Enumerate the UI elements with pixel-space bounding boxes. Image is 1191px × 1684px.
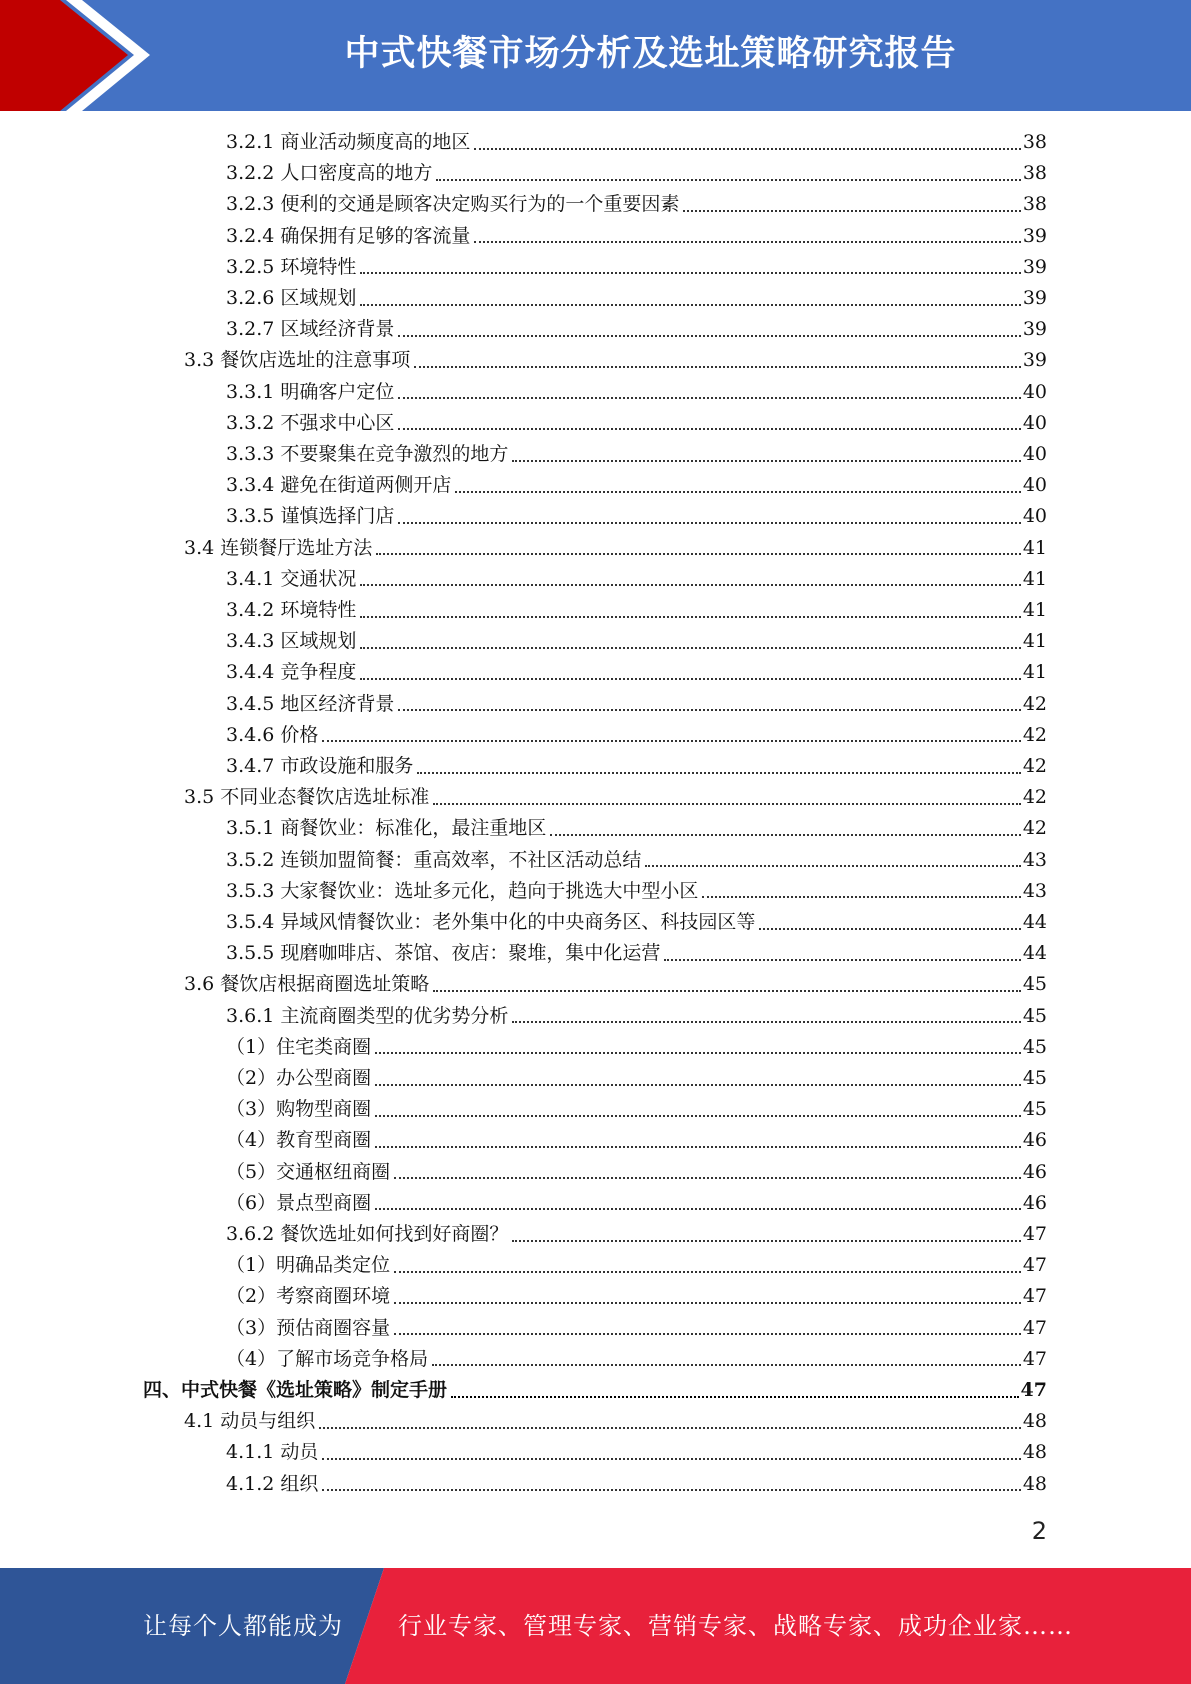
toc-entry-page: 38 <box>1022 131 1047 153</box>
toc-entry-page: 43 <box>1022 879 1047 902</box>
toc-dot-leader <box>759 928 1020 930</box>
toc-dot-leader <box>394 1302 1021 1304</box>
toc-entry-title: 3.5.3 大家餐饮业：选址多元化，趋向于挑选大中型小区 <box>226 879 699 902</box>
toc-entry-page: 41 <box>1022 661 1047 684</box>
toc-entry-page: 47 <box>1022 1254 1047 1277</box>
toc-entry[interactable] <box>226 1250 1047 1281</box>
toc-entry-page: 40 <box>1022 505 1047 528</box>
toc-entry-title: （2）考察商圈环境 <box>226 1285 391 1308</box>
toc-dot-leader <box>360 584 1020 586</box>
toc-entry-title: （6）景点型商圈 <box>226 1191 372 1214</box>
toc-dot-leader <box>512 1240 1020 1242</box>
toc-entry[interactable] <box>226 1125 1047 1156</box>
toc-entry-title: 3.3 餐饮店选址的注意事项 <box>184 349 411 372</box>
toc-entry[interactable] <box>226 845 1047 876</box>
toc-entry-title: （5）交通枢纽商圈 <box>226 1160 391 1183</box>
toc-entry-title: （4）了解市场竞争格局 <box>226 1347 429 1370</box>
toc-entry-page: 38 <box>1022 193 1047 216</box>
toc-entry-page: 41 <box>1022 599 1047 621</box>
toc-entry-page: 45 <box>1022 1004 1047 1027</box>
toc-entry-page: 47 <box>1020 1379 1047 1401</box>
toc-entry-page: 40 <box>1022 443 1047 465</box>
toc-entry-title: 3.5 不同业态餐饮店选址标准 <box>184 786 430 809</box>
toc-dot-leader <box>474 148 1020 150</box>
toc-entry[interactable] <box>226 595 1047 626</box>
toc-entry-page: 45 <box>1022 1098 1047 1121</box>
toc-entry-page: 42 <box>1022 786 1047 809</box>
toc-entry[interactable] <box>226 907 1047 938</box>
toc-entry[interactable] <box>226 689 1047 720</box>
toc-entry[interactable] <box>226 408 1047 439</box>
toc-entry[interactable] <box>226 314 1047 345</box>
toc-entry-page: 42 <box>1022 817 1047 840</box>
toc-entry-title: 3.3.3 不要聚集在竞争激烈的地方 <box>226 443 509 465</box>
toc-entry-title: 3.4 连锁餐厅选址方法 <box>184 536 373 559</box>
toc-dot-leader <box>455 491 1020 493</box>
toc-dot-leader <box>322 740 1020 742</box>
toc-entry-title: 3.3.5 谨慎选择门店 <box>226 505 395 528</box>
toc-entry[interactable] <box>226 470 1047 501</box>
toc-entry-page: 45 <box>1022 1035 1047 1058</box>
toc-entry[interactable] <box>226 1313 1047 1344</box>
toc-dot-leader <box>398 522 1020 524</box>
toc-dot-leader <box>360 647 1020 649</box>
toc-entry[interactable] <box>184 345 1047 376</box>
toc-dot-leader <box>436 179 1020 181</box>
toc-entry-title: 3.4.5 地区经济背景 <box>226 692 395 715</box>
toc-entry[interactable] <box>226 1219 1047 1250</box>
toc-dot-leader <box>375 1115 1021 1117</box>
header-red-arrow <box>0 0 128 111</box>
toc-dot-leader <box>433 803 1021 805</box>
toc-dot-leader <box>432 1364 1021 1366</box>
toc-dot-leader <box>398 397 1020 399</box>
toc-entry[interactable] <box>226 1281 1047 1312</box>
toc-entry-page: 46 <box>1022 1191 1047 1214</box>
toc-entry[interactable] <box>226 189 1047 220</box>
toc-entry-title: （3）购物型商圈 <box>226 1098 372 1121</box>
toc-entry-page: 48 <box>1022 1472 1047 1495</box>
toc-entry-title: 3.6.1 主流商圈类型的优劣势分析 <box>226 1004 509 1027</box>
toc-entry[interactable] <box>143 1375 1047 1406</box>
toc-entry-title: 3.3.1 明确客户定位 <box>226 380 395 403</box>
toc-entry[interactable] <box>226 127 1047 158</box>
toc-entry-page: 47 <box>1022 1223 1047 1245</box>
toc-dot-leader <box>322 1489 1020 1491</box>
toc-dot-leader <box>322 1458 1020 1460</box>
toc-entry-title: 3.2.3 便利的交通是顾客决定购买行为的一个重要因素 <box>226 193 680 216</box>
toc-dot-leader <box>550 834 1020 836</box>
toc-dot-leader <box>394 1177 1021 1179</box>
toc-entry[interactable] <box>226 501 1047 532</box>
toc-entry[interactable] <box>226 876 1047 907</box>
page-number: 2 <box>1031 1517 1047 1545</box>
toc-dot-leader <box>360 304 1020 306</box>
toc-entry[interactable] <box>226 1188 1047 1219</box>
toc-entry-title: 3.2.6 区域规划 <box>226 287 357 309</box>
toc-entry-page: 40 <box>1022 411 1047 434</box>
toc-dot-leader <box>394 1333 1021 1335</box>
toc-entry[interactable] <box>226 657 1047 688</box>
toc-entry-title: 3.2.5 环境特性 <box>226 255 357 278</box>
toc-entry-title: 3.2.2 人口密度高的地方 <box>226 162 433 185</box>
toc-dot-leader <box>398 335 1020 337</box>
toc-entry-page: 46 <box>1022 1129 1047 1152</box>
toc-entry-page: 39 <box>1022 349 1047 372</box>
footer-slogan-right: 行业专家、管理专家、营销专家、战略专家、成功企业家…… <box>398 1612 1073 1640</box>
toc-entry-page: 47 <box>1022 1347 1047 1370</box>
toc-entry-page: 41 <box>1022 567 1047 590</box>
toc-entry[interactable] <box>226 751 1047 782</box>
toc-entry-title: 四、中式快餐《选址策略》制定手册 <box>143 1379 448 1401</box>
toc-entry[interactable] <box>226 938 1047 969</box>
toc-entry-title: 4.1.2 组织 <box>226 1472 319 1495</box>
footer-slogan-left: 让每个人都能成为 <box>143 1612 343 1640</box>
toc-entry-page: 45 <box>1022 973 1047 996</box>
toc-entry-page: 45 <box>1022 1067 1047 1089</box>
toc-entry-page: 47 <box>1022 1285 1047 1308</box>
toc-entry-page: 41 <box>1022 630 1047 653</box>
toc-entry-page: 48 <box>1022 1410 1047 1433</box>
toc-entry-title: （1）住宅类商圈 <box>226 1035 372 1058</box>
toc-entry-page: 42 <box>1022 692 1047 715</box>
toc-entry-title: 3.5.1 商餐饮业：标准化，最注重地区 <box>226 817 547 840</box>
toc-entry-page: 43 <box>1022 848 1047 871</box>
toc-entry-title: （2）办公型商圈 <box>226 1067 372 1089</box>
toc-entry-page: 42 <box>1022 723 1047 746</box>
toc-entry-title: 4.1 动员与组织 <box>184 1410 316 1433</box>
toc-entry-title: 3.2.7 区域经济背景 <box>226 318 395 341</box>
toc-entry[interactable] <box>184 782 1047 813</box>
toc-entry-title: 3.2.4 确保拥有足够的客流量 <box>226 224 471 247</box>
report-title: 中式快餐市场分析及选址策略研究报告 <box>344 34 957 74</box>
toc-dot-leader <box>664 959 1020 961</box>
toc-dot-leader <box>376 553 1021 555</box>
toc-entry[interactable] <box>226 1063 1047 1094</box>
toc-dot-leader <box>512 1021 1020 1023</box>
toc-entry-title: 3.6.2 餐饮选址如何找到好商圈？ <box>226 1223 509 1245</box>
toc-entry-title: 4.1.1 动员 <box>226 1441 319 1464</box>
toc-entry-title: 3.5.2 连锁加盟简餐：重高效率，不社区活动总结 <box>226 848 642 871</box>
toc-dot-leader <box>474 241 1020 243</box>
toc-entry-page: 39 <box>1022 318 1047 341</box>
toc-entry-title: 3.3.2 不强求中心区 <box>226 411 395 434</box>
toc-entry[interactable] <box>184 1406 1047 1437</box>
toc-entry-title: 3.4.2 环境特性 <box>226 599 357 621</box>
toc-dot-leader <box>319 1427 1021 1429</box>
toc-entry-title: 3.5.5 现磨咖啡店、茶馆、夜店：聚堆，集中化运营 <box>226 942 661 965</box>
toc-dot-leader <box>512 460 1020 462</box>
toc-entry[interactable] <box>226 158 1047 189</box>
toc-dot-leader <box>360 678 1020 680</box>
toc-entry-page: 41 <box>1022 536 1047 559</box>
page-footer <box>0 1568 1191 1684</box>
toc-entry-page: 42 <box>1022 755 1047 777</box>
toc-dot-leader <box>360 272 1020 274</box>
toc-entry[interactable] <box>226 1344 1047 1375</box>
toc-dot-leader <box>375 1146 1021 1148</box>
toc-entry-page: 47 <box>1022 1316 1047 1339</box>
toc-entry[interactable] <box>226 1469 1047 1500</box>
toc-entry-page: 40 <box>1022 380 1047 403</box>
toc-entry[interactable] <box>226 720 1047 751</box>
toc-entry[interactable] <box>226 221 1047 252</box>
toc-entry-page: 48 <box>1022 1441 1047 1464</box>
toc-entry-page: 39 <box>1022 287 1047 309</box>
toc-entry-page: 38 <box>1022 162 1047 185</box>
toc-entry-title: 3.4.1 交通状况 <box>226 567 357 590</box>
toc-entry-page: 44 <box>1022 942 1047 965</box>
toc-entry-title: 3.5.4 异域风情餐饮业：老外集中化的中央商务区、科技园区等 <box>226 911 756 933</box>
toc-entry[interactable] <box>184 969 1047 1000</box>
toc-entry[interactable] <box>226 1094 1047 1125</box>
page-header <box>0 0 1191 111</box>
toc-entry[interactable] <box>184 533 1047 564</box>
toc-entry[interactable] <box>226 439 1047 470</box>
toc-entry[interactable] <box>226 1032 1047 1063</box>
toc-entry[interactable] <box>226 1157 1047 1188</box>
toc-dot-leader <box>398 428 1020 430</box>
toc-dot-leader <box>645 865 1020 867</box>
toc-entry[interactable] <box>226 626 1047 657</box>
toc-entry-page: 39 <box>1022 224 1047 247</box>
toc-entry[interactable] <box>226 1437 1047 1468</box>
toc-dot-leader <box>433 990 1021 992</box>
toc-entry-title: 3.6 餐饮店根据商圈选址策略 <box>184 973 430 996</box>
toc-dot-leader <box>417 772 1020 774</box>
toc-entry[interactable] <box>226 564 1047 595</box>
toc-dot-leader <box>375 1084 1021 1086</box>
toc-entry-page: 46 <box>1022 1160 1047 1183</box>
toc-entry-title: （3）预估商圈容量 <box>226 1316 391 1339</box>
toc-entry[interactable] <box>226 813 1047 844</box>
toc-dot-leader <box>451 1396 1019 1398</box>
toc-entry-title: 3.4.7 市政设施和服务 <box>226 755 414 777</box>
toc-dot-leader <box>683 210 1020 212</box>
toc-entry-title: 3.4.3 区域规划 <box>226 630 357 653</box>
toc-entry-title: 3.4.4 竞争程度 <box>226 661 357 684</box>
toc-entry-title: 3.3.4 避免在街道两侧开店 <box>226 474 452 497</box>
toc-entry[interactable] <box>226 377 1047 408</box>
toc-dot-leader <box>702 896 1020 898</box>
toc-dot-leader <box>394 1271 1021 1273</box>
toc-dot-leader <box>414 366 1021 368</box>
toc-entry[interactable] <box>226 1001 1047 1032</box>
toc-entry-title: 3.2.1 商业活动频度高的地区 <box>226 131 471 153</box>
toc-entry[interactable] <box>226 252 1047 283</box>
toc-entry-title: （4）教育型商圈 <box>226 1129 372 1152</box>
toc-entry-page: 39 <box>1022 255 1047 278</box>
toc-entry-title: （1）明确品类定位 <box>226 1254 391 1277</box>
toc-dot-leader <box>375 1052 1021 1054</box>
toc-entry-page: 44 <box>1022 911 1047 933</box>
toc-entry-page: 40 <box>1022 474 1047 497</box>
toc-entry-title: 3.4.6 价格 <box>226 723 319 746</box>
toc-dot-leader <box>360 616 1020 618</box>
toc-dot-leader <box>398 709 1020 711</box>
toc-entry[interactable] <box>226 283 1047 314</box>
toc-dot-leader <box>375 1208 1021 1210</box>
